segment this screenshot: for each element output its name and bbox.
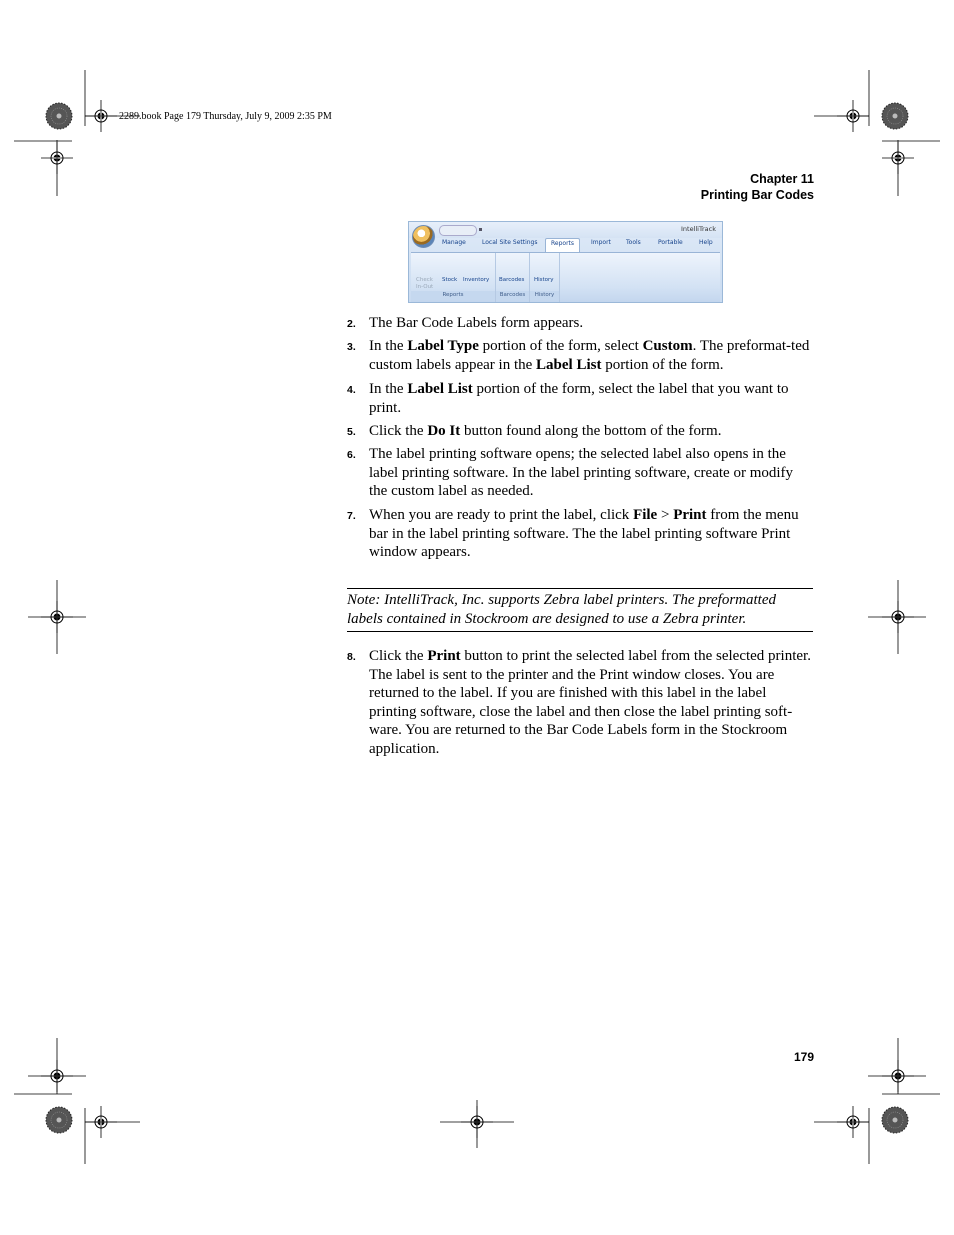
barcodes-button[interactable]: Barcodes [499,277,525,283]
list-item [347,337,813,375]
list-item [347,314,813,333]
step-text: In the Label Type portion of the form, select Custom. The preformat-ted custom labels appear in the Label List portion of the form. [369,338,810,373]
list-item [347,445,813,501]
tab-help[interactable]: Help [699,239,713,246]
step-text: The label printing software opens; the selected label also opens in the label printing software. In the label printing software, create or modify the custom label as needed. [369,446,794,499]
step-number: 3. [347,341,356,353]
step-text: The Bar Code Labels form appears. [369,315,584,331]
group-label-reports: Reports [411,291,495,300]
group-reports [411,253,496,302]
tab-tools[interactable]: Tools [626,239,641,246]
group-history [530,253,560,302]
tab-local-site-settings[interactable]: Local Site Settings [482,239,538,246]
ribbon-body [411,252,720,302]
group-label-history: History [530,291,559,300]
crop-star-icon [46,103,72,129]
history-button[interactable]: History [534,277,554,283]
list-item [347,380,813,418]
tab-manage[interactable]: Manage [442,239,466,246]
check-in-out-button[interactable]: Check In-Out [416,277,434,290]
quick-access-toolbar[interactable] [439,225,477,236]
step-number: 7. [347,510,356,522]
step-number: 8. [347,651,356,663]
app-title: IntelliTrack [680,225,716,233]
step-text: When you are ready to print the label, click File > Print from the menu bar in the label printing software. The the label printing software Print window appears. [369,507,799,560]
tab-import[interactable]: Import [591,239,611,246]
step-number: 2. [347,318,356,330]
running-header [701,171,814,203]
step-number: 4. [347,384,356,396]
step-number: 5. [347,426,356,438]
list-item [347,647,813,759]
ribbon-screenshot [408,221,723,303]
step-text: In the Label List portion of the form, select the label that you want to print. [369,381,789,416]
print-info: 2289.book Page 179 Thursday, July 9, 2009 2:35 PM [119,111,332,122]
page-number: 179 [793,1050,814,1064]
step-text: Click the Do It button found along the bottom of the form. [369,423,722,439]
qat-menu-icon[interactable] [479,228,482,231]
step-number: 6. [347,449,356,461]
note-box: Note: IntelliTrack, Inc. supports Zebra label printers. The preformatted labels contained in Stockroom are designed to use a Zebra printer. [347,588,813,632]
stock-button[interactable]: Stock [442,277,458,283]
list-item [347,506,813,562]
ribbon-title-bar [409,222,722,238]
list-item [347,422,813,441]
tab-portable[interactable]: Portable [658,239,683,246]
step-text: Click the Print button to print the selected label from the selected printer. The label is sent to the printer and the Print window closes. You are returned to the label. If you are finished with this label in the label printing software, close the label and then close the label printing soft-ware. You are returned to the Bar Code Labels form in the Stockroom application. [369,648,811,757]
ribbon-tabs [409,238,722,252]
group-label-barcodes: Barcodes [496,291,529,300]
inventory-button[interactable]: Inventory [463,277,490,283]
group-barcodes [496,253,530,302]
tab-reports[interactable]: Reports [545,238,580,252]
chapter-label: Chapter 11 [750,172,814,186]
section-label: Printing Bar Codes [700,188,814,202]
